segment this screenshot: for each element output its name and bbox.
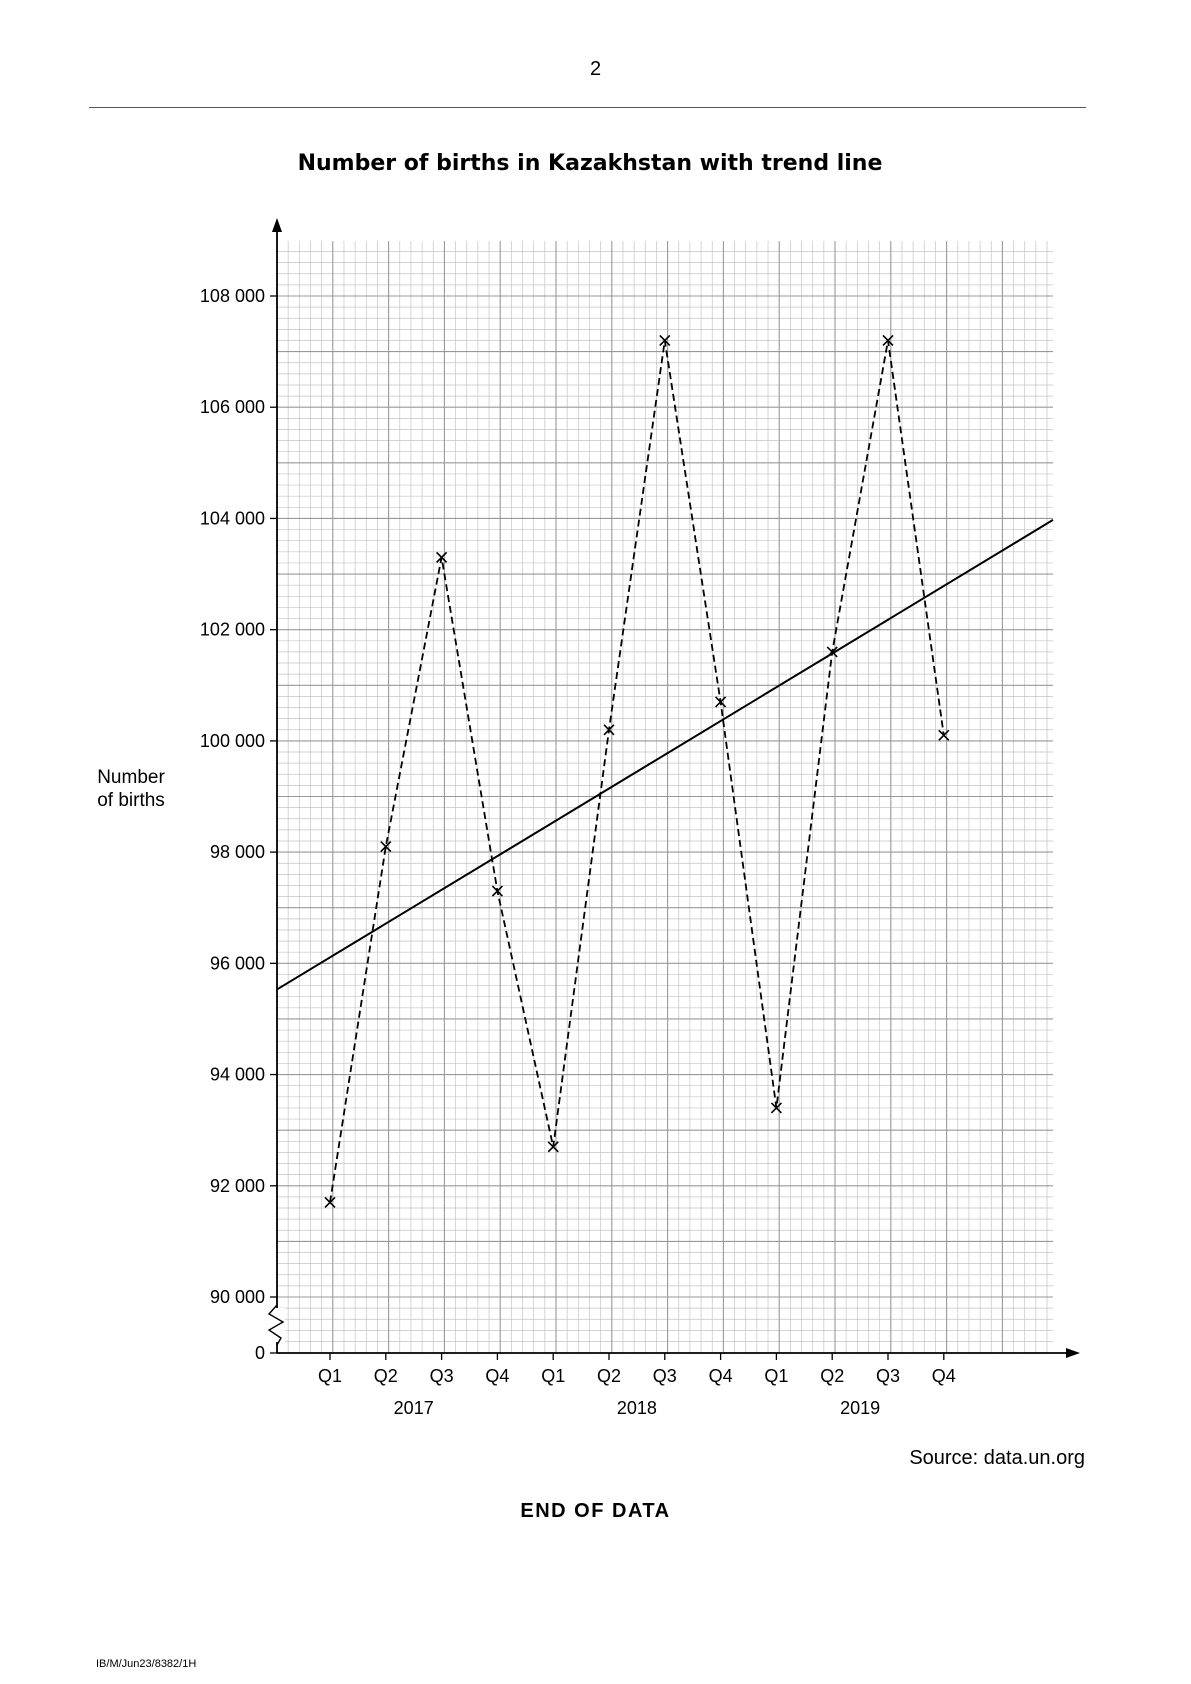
y-axis-arrow [272, 218, 282, 232]
x-tick-label: Q2 [820, 1366, 845, 1386]
y-tick-label: 94 000 [209, 1064, 265, 1085]
x-tick-label: Q3 [652, 1366, 677, 1386]
y-tick-label: 96 000 [209, 953, 265, 974]
end-of-data: END OF DATA [520, 1500, 671, 1522]
y-tick-label: 92 000 [209, 1175, 265, 1196]
x-axis-arrow [1066, 1348, 1080, 1358]
y-tick-label: 108 000 [199, 286, 265, 306]
source-note: Source: data.un.org [909, 1447, 1085, 1469]
y-tick-label: 90 000 [209, 1287, 265, 1307]
x-tick-label: Q1 [764, 1366, 789, 1386]
x-tick-labels [318, 1366, 956, 1386]
x-tick-label: Q3 [875, 1366, 901, 1386]
year-labels [394, 1398, 880, 1418]
axes [269, 218, 1080, 1360]
grid-major [277, 241, 1053, 1353]
year-label: 2017 [393, 1398, 434, 1418]
y-tick-label: 98 000 [209, 842, 265, 863]
page-number: 2 [589, 58, 602, 80]
x-tick-label: Q2 [373, 1366, 398, 1386]
x-tick-label: Q4 [485, 1366, 510, 1386]
x-tick-label: Q3 [429, 1366, 454, 1386]
x-tick-label: Q2 [596, 1366, 622, 1386]
y-tick-label: 106 000 [199, 397, 265, 418]
y-tick-label: 104 000 [199, 508, 265, 529]
year-label: 2019 [840, 1398, 881, 1418]
x-tick-label: Q4 [931, 1366, 956, 1386]
year-label: 2018 [616, 1398, 657, 1418]
y-tick-label: 102 000 [199, 619, 265, 640]
x-tick-label: Q1 [541, 1366, 566, 1386]
y-axis-title-line-1: Number [97, 767, 165, 788]
y-axis-title-line-2: of births [97, 790, 165, 811]
chart-title: Number of births in Kazakhstan with trend line [297, 151, 883, 176]
y-tick-label: 100 000 [199, 730, 265, 751]
y-tick-label-zero: 0 [254, 1343, 265, 1363]
x-tick-label: Q4 [708, 1366, 733, 1386]
x-tick-label: Q1 [317, 1366, 343, 1386]
document-reference: IB/M/Jun23/8382/1H [96, 1658, 197, 1670]
y-tick-labels [200, 286, 265, 1363]
